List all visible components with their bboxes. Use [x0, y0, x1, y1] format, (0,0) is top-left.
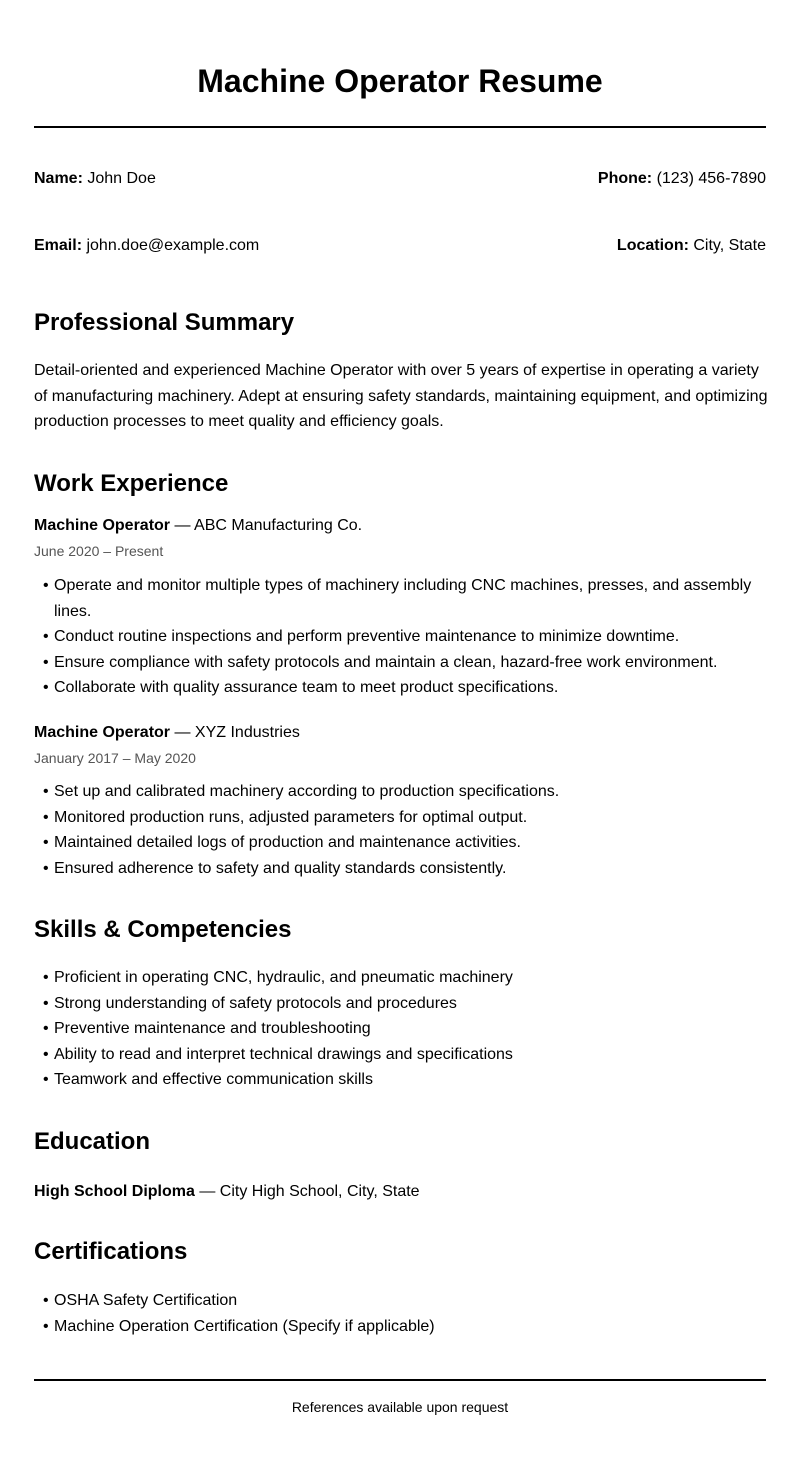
job-1-title — [34, 516, 362, 536]
job-1-responsibilities — [34, 573, 764, 701]
location-label: Location: — [616, 237, 689, 254]
job-1-company: ABC Manufacturing Co. — [194, 517, 363, 534]
job-2-responsibilities — [34, 779, 764, 881]
summary-heading: Professional Summary — [34, 309, 295, 336]
name-value: John Doe — [87, 170, 156, 187]
list-item: • Maintained detailed logs of production and maintenance activities. — [34, 830, 764, 856]
contact-email — [34, 236, 259, 256]
contact-location — [617, 236, 766, 256]
education-school: City High School, City, State — [219, 1183, 420, 1200]
list-item: • Ensure compliance with safety protocols and maintain a clean, hazard-free work environment. — [34, 650, 764, 676]
location-value: City, State — [693, 237, 766, 254]
job-1-dates: June 2020 – Present — [34, 543, 164, 559]
header-divider — [34, 126, 766, 128]
list-item: • Collaborate with quality assurance team to meet product specifications. — [34, 675, 764, 701]
footer-divider — [34, 1379, 766, 1381]
job-2-role: Machine Operator — [34, 724, 171, 741]
job-1-role: Machine Operator — [34, 517, 171, 534]
list-item: • Set up and calibrated machinery according to production specifications. — [34, 779, 764, 805]
job-2-company: XYZ Industries — [194, 724, 300, 741]
list-item: • Operate and monitor multiple types of machinery including CNC machines, presses, and assembly lines. — [34, 573, 764, 624]
education-entry — [34, 1182, 420, 1202]
contact-phone — [598, 169, 766, 189]
education-degree: High School Diploma — [34, 1183, 195, 1200]
education-heading: Education — [34, 1128, 151, 1155]
list-item: • Preventive maintenance and troubleshooting — [34, 1016, 764, 1042]
page-title: Machine Operator Resume — [197, 63, 603, 99]
email-label: Email: — [34, 237, 83, 254]
list-item: • Teamwork and effective communication skills — [34, 1067, 764, 1093]
list-item: • Strong understanding of safety protocols and procedures — [34, 991, 764, 1017]
experience-heading: Work Experience — [34, 470, 229, 497]
name-label: Name: — [34, 170, 83, 187]
list-item: • Ability to read and interpret technical drawings and specifications — [34, 1042, 764, 1068]
list-item: • Ensured adherence to safety and quality standards consistently. — [34, 856, 764, 882]
summary-text: Detail-oriented and experienced Machine Operator with over 5 years of expertise in operating a variety of manufacturing machinery. Adept at ensuring safety standards, maintaining equipment, and optimizing production processes to meet quality and efficiency goals. — [34, 362, 768, 431]
list-item: • Machine Operation Certification (Specify if applicable) — [34, 1314, 764, 1340]
phone-label: Phone: — [597, 170, 653, 187]
job-2-title — [34, 723, 300, 743]
list-item: • Proficient in operating CNC, hydraulic, and pneumatic machinery — [34, 965, 764, 991]
skills-heading: Skills & Competencies — [34, 916, 292, 943]
footer-note: References available upon request — [291, 1399, 509, 1415]
email-value: john.doe@example.com — [86, 237, 260, 254]
list-item: • Conduct routine inspections and perform preventive maintenance to minimize downtime. — [34, 624, 764, 650]
job-1-separator: — — [170, 517, 195, 534]
education-separator: — — [194, 1183, 220, 1200]
job-2-separator: — — [170, 724, 195, 741]
skills-list — [34, 965, 764, 1093]
list-item: • Monitored production runs, adjusted parameters for optimal output. — [34, 805, 764, 831]
job-2-dates: January 2017 – May 2020 — [34, 750, 196, 766]
list-item: • OSHA Safety Certification — [34, 1288, 764, 1314]
certifications-heading: Certifications — [34, 1238, 188, 1265]
certifications-list — [34, 1288, 764, 1339]
phone-value: (123) 456-7890 — [656, 170, 766, 187]
contact-name — [34, 169, 156, 189]
